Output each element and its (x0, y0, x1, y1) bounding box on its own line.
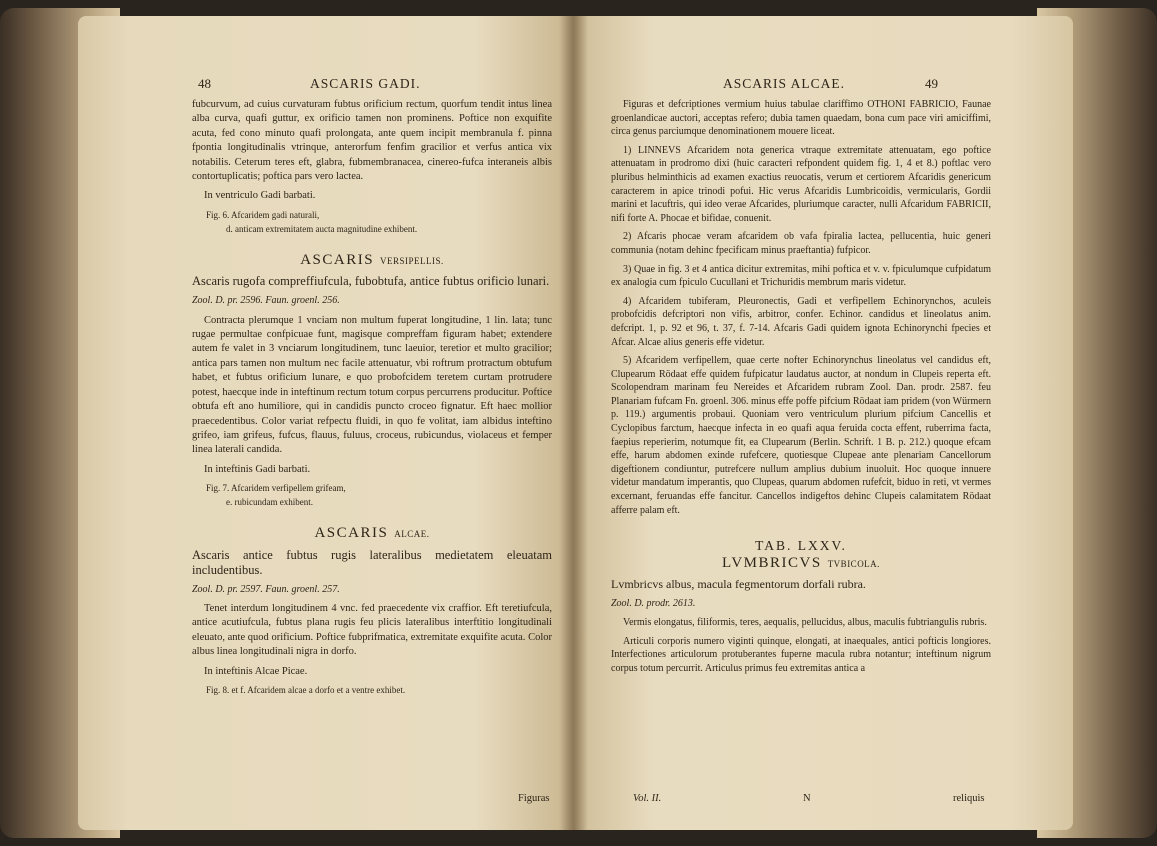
catchword: reliquis (953, 793, 985, 804)
numbered-note: 2) Afcaris phocae veram afcaridem ob vafa fpiralia lactea, pellucentia, huic generi communia (notam dehinc fpecificam minus praeftantia) fufpicor. (611, 231, 991, 256)
habitat-line: In ventriculo Gadi barbati. (204, 190, 316, 202)
paragraph: Tenet interdum longitudinem 4 vnc. fed praecedente vix craffior. Eft teretiufcula, antice acutiufcula, fubtus plana rugis feu plicis lateralibus interftitio longitudinali eleuato, ante quod orificium. Poftice fubprifmatica, extremitate exquifite acuta. Color albus linea longitudinali nigra in dorfo. (192, 602, 552, 658)
reference: Zool. D. pr. 2597. Faun. groenl. 257. (192, 583, 340, 595)
text-column (611, 98, 991, 680)
paragraph: Figuras et defcriptiones vermium huius tabulae clariffimo OTHONI FABRICIO, Faunae groenlandicae auctori, acceptas refero; dubia tamen quaedam, bona cum pace viri amiciffimi, circa genus parciumque denominationem mouere liceat. (611, 99, 991, 138)
species-name: VERSIPELLIS. (380, 255, 444, 266)
paragraph: fubcurvum, ad cuius curvaturam fubtus orificium rectum, quorfum tendit intus linea alba curva, quafi guttur, ex orificio tamen non prominens. Poftice non exquifite acuta, fed cono minuto quafi prolongata, ante quem incipit membranula f. pinna fpontia longitudinalis vtrinque, anterorfum fenfim gracilior et verfus antica vix notabilis. Ceterum teres eft, glabra, fubmembranacea, cinereo-fufca interaneis albis contortuplicatis; poftica pars vero lactea. (192, 99, 552, 183)
species-diagnosis: Ascaris rugofa compreffiufcula, fubobtufa, antice fubtus orificio lunari. (192, 274, 550, 289)
reference: Zool. D. prodr. 2613. (611, 598, 696, 610)
figure-caption: Fig. 7. Afcaridem verfipellem grifeam, (206, 483, 346, 494)
figure-caption: Fig. 8. et f. Afcaridem alcae a dorfo et a ventre exhibet. (206, 684, 406, 695)
running-head: ASCARIS GADI. (310, 76, 421, 91)
page-number: 48 (198, 76, 211, 91)
numbered-note: 5) Afcaridem verfipellem, quae certe nofter Echinorynchus lineolatus vel candidus eft, Clupearum Rödaat effe quidem fufpicatur laudatus auctor, at nondum in Clupeis reperta eft. Scolopendram marinam feu Nereides et Afcaridem rubram Zool. Dan. prodr. 2587. feu Planariam fufcam Fn. groenl. 306. minus effe poffe pifcium Rödaat iam pridem (von Würmern p. 119.) argumentis probaui. Quoniam vero ventriculum plurium pifcium Cancellis et Cyclopibus farctum, haecque infecta in eo quafi aqua feruida cocta effent, ruberrima facta, faepius reperierim, notumque fit, ea Clupearum (Berlin. Schrift. 1 B. p. 212.) quoque efcam effe, harum abdomen exinde rufefcere, quotiesque Clupeae ante plenariam Cancellorum digeftionem condiuntur, putrefcere nullum amplius dubium inuoluit. Hoc quoque innuere videtur mandatum imperantis, quo Clupeas, quarum abdomen rufefcit, biduo in reti, vt vermes excernant, feruandas effe fancitur. Cancellos indigeftos dehinc Clupeis calamitatem Rödaat afferre palam eft. (611, 355, 991, 516)
paragraph: Articuli corporis numero viginti quinque, elongati, at inaequales, antici pofticis longiores. Interfectiones articulorum protuberantes fuperne macula rubra notantur; inteftinum nigrum corpus totum percurrit. Articulus primus feu extremitas antica a (611, 635, 991, 674)
volume-signature: Vol. II. (633, 793, 662, 804)
habitat-line: In inteftinis Gadi barbati. (204, 463, 311, 475)
numbered-note: 4) Afcaridem tubiferam, Pleuronectis, Gadi et verfipellem Echinorynchos, aculeis probofcidis defcriptori non vifis, arbitror, confer. Echinor. candidus et lineolatus anim. defcript. 1, p. 92 et 96, t. 37, f. 7-14. Afcaris Gadi quidem ignota Echinorynchi fpecies et Afcar. Alcae alius generis effe videtur. (611, 295, 991, 348)
species-diagnosis: Lvmbricvs albus, macula fegmentorum dorfali rubra. (611, 577, 866, 592)
reference: Zool. D. pr. 2596. Faun. groenl. 256. (192, 295, 340, 307)
section-heading (192, 253, 552, 268)
habitat-line: In inteftinis Alcae Picae. (204, 665, 308, 677)
numbered-note: 1) LINNEVS Afcaridem nota generica vtraque extremitate attenuatam, ego poftice attenuatam in prodromo dixi (huic caracteri refpondent quidem fig. 1, 4 et 8.) poftlac vero pluribus helminthicis ad examen exactius reuocatis, verum et certiorem Afcaridis genericum caracterem in apice trinodi pofui. Hic verus Afcaridis Lumbricoidis, vermicularis, Gordii marini et lacuftris, qui ideo verae Afcarides, pluriumque caracter, nulli Afcaridum FABRICII, nifi forte A. Phocae et bifidae, conuenit. (611, 144, 991, 224)
signature-letter: N (803, 793, 811, 804)
plate-number: TAB. LXXV. (755, 538, 847, 554)
species-name: TVBICOLA. (827, 558, 880, 569)
genus-name: ASCARIS (300, 251, 375, 268)
paragraph: Vermis elongatus, filiformis, teres, aequalis, pellucidus, albus, maculis fubtriangulis rubris. (623, 617, 987, 628)
figure-caption: Fig. 6. Afcaridem gadi naturali, (206, 209, 320, 220)
section-heading (192, 526, 552, 541)
genus-name: ASCARIS (314, 525, 389, 542)
page-number: 49 (925, 76, 938, 91)
genus-name: LVMBRICVS (722, 554, 822, 571)
section-heading (611, 554, 991, 572)
species-name: ALCAE. (394, 529, 430, 540)
figure-caption: e. rubicundam exhibent. (226, 497, 313, 508)
paragraph: Contracta plerumque 1 vnciam non multum fuperat longitudine, 1 lin. lata; tunc rugae permultae confpicuae funt, magisque compreffam figuram habet; extendere autem fe valet in 3 vnciarum longitudinem, tunc laeuior, teretior et multo gracilior; antica pars tamen non multum nec facile attenuatur, vbi roftrum protractum obtufum habet, et fubtus orificium lunare, e quo probofcidem teretem curtam protrudere potest, haecque inde in inteftinum rectum totum corpus percurrens producitur. Poftice obtufa eft ano humiliore, qui in candidis puncto croceo fignatur. Eft haec mollior praecedentibus. Color variat refpectu fluidi, in quo fe volitat, iam albidus inteftino grifeo, iam grifeus, fufcus, flauus, fuluus, croceus, rubicundus, violaceus et femper linea laterali candida. (192, 314, 552, 456)
figure-caption: d. anticam extremitatem aucta magnitudine exhibent. (226, 223, 418, 234)
numbered-note: 3) Quae in fig. 3 et 4 antica dicitur extremitas, mihi poftica et v. v. fpiculumque cufpidatum ex analogia cum fpiculo Cucullani et Trichuridis membrum maris videtur. (611, 263, 991, 289)
species-diagnosis: Ascaris antice fubtus rugis lateralibus medietatem eleuatam includentibus. (192, 547, 552, 577)
catchword: Figuras (518, 793, 550, 804)
running-head: ASCARIS ALCAE. (723, 76, 846, 91)
left-page (78, 16, 573, 830)
right-page (573, 16, 1073, 830)
text-column (192, 98, 552, 698)
